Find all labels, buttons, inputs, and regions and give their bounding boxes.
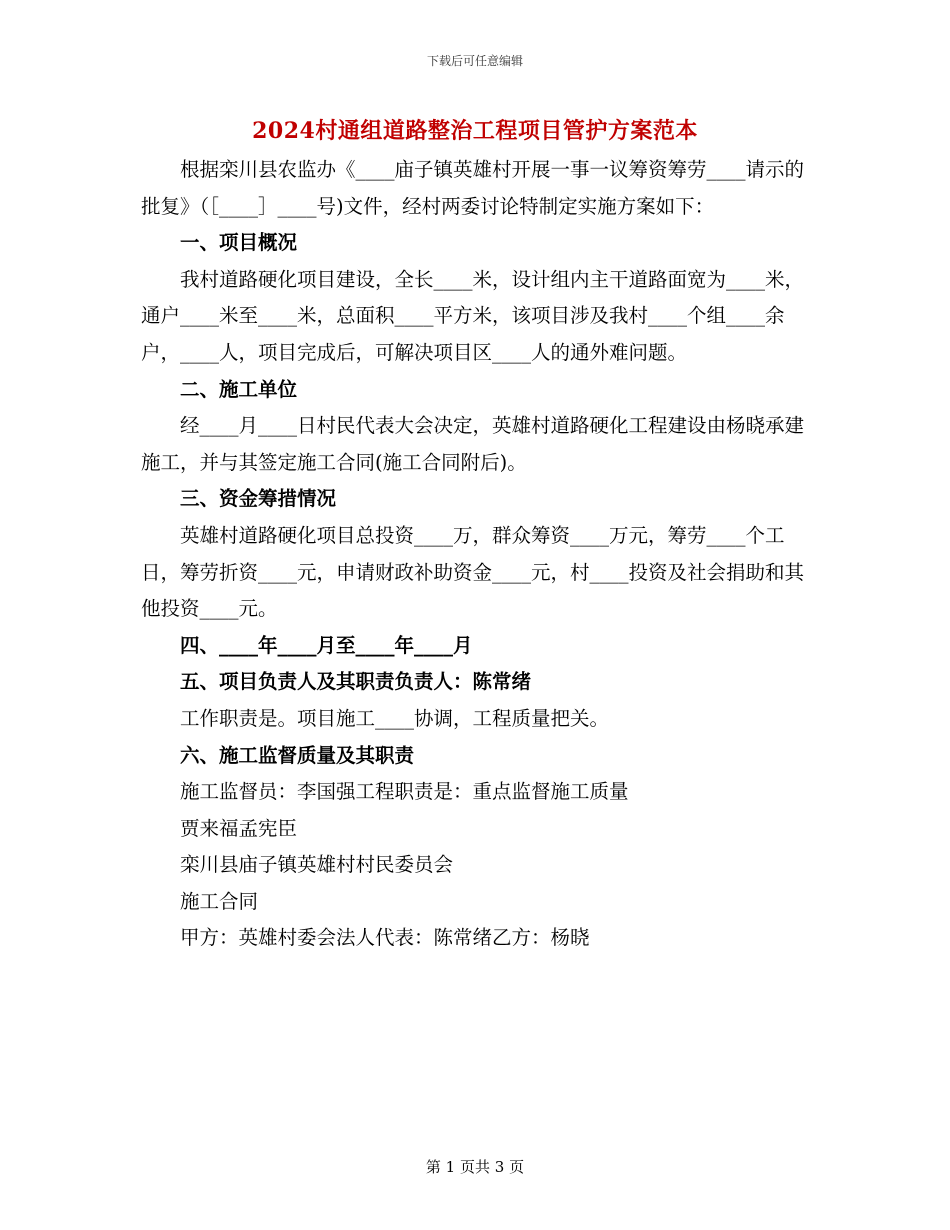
section-heading-schedule: 四、____年____月至____年____月 <box>180 633 473 657</box>
header-note: 下载后可任意编辑 <box>426 54 523 68</box>
leader-duty-paragraph: 工作职责是。项目施工____协调，工程质量把关。 <box>180 706 610 730</box>
supervisor-paragraph: 施工监督员：李国强工程职责是：重点监督施工质量 <box>180 780 629 804</box>
funding-paragraph: 英雄村道路硬化项目总投资____万，群众筹资____万元，筹劳____个工日，筹劳折资____元，申请财政补助资金____元，村____投资及社会捐助和其他投资____元。 <box>141 523 805 621</box>
section-heading-leader: 五、项目负责人及其职责负责人：陈常绪 <box>180 670 532 694</box>
contractor-paragraph: 经____月____日村民代表大会决定，英雄村道路硬化工程建设由杨晓承建施工，并与其签定施工合同(施工合同附后)。 <box>141 414 805 474</box>
overview-paragraph: 我村道路硬化项目建设，全长____米，设计组内主干道路面宽为____米，通户____米至____米，总面积____平方米，该项目涉及我村____个组____余户，____人，项目完成后，可解决项目区____人的通外难问题。 <box>141 267 805 364</box>
section-heading-supervision: 六、施工监督质量及其职责 <box>180 743 415 767</box>
page-number: 第 1 页共 3 页 <box>425 1158 525 1176</box>
document-title: 2024村通组道路整治工程项目管护方案范本 <box>252 118 698 144</box>
section-heading-funding: 三、资金筹措情况 <box>180 487 337 511</box>
committee-name: 栾川县庙子镇英雄村村民委员会 <box>180 853 454 877</box>
contract-parties: 甲方：英雄村委会法人代表：陈常绪乙方：杨晓 <box>180 926 590 950</box>
document-body <box>141 152 809 957</box>
intro-paragraph: 根据栾川县农监办《____庙子镇英雄村开展一事一议筹资筹劳____请示的批复》（［____］____号)文件，经村两委讨论特制定实施方案如下： <box>141 158 805 218</box>
section-heading-overview: 一、项目概况 <box>180 231 298 255</box>
supervisor-names: 贾来福孟宪臣 <box>180 816 298 840</box>
section-heading-contractor: 二、施工单位 <box>180 377 298 401</box>
contract-heading: 施工合同 <box>180 889 259 913</box>
